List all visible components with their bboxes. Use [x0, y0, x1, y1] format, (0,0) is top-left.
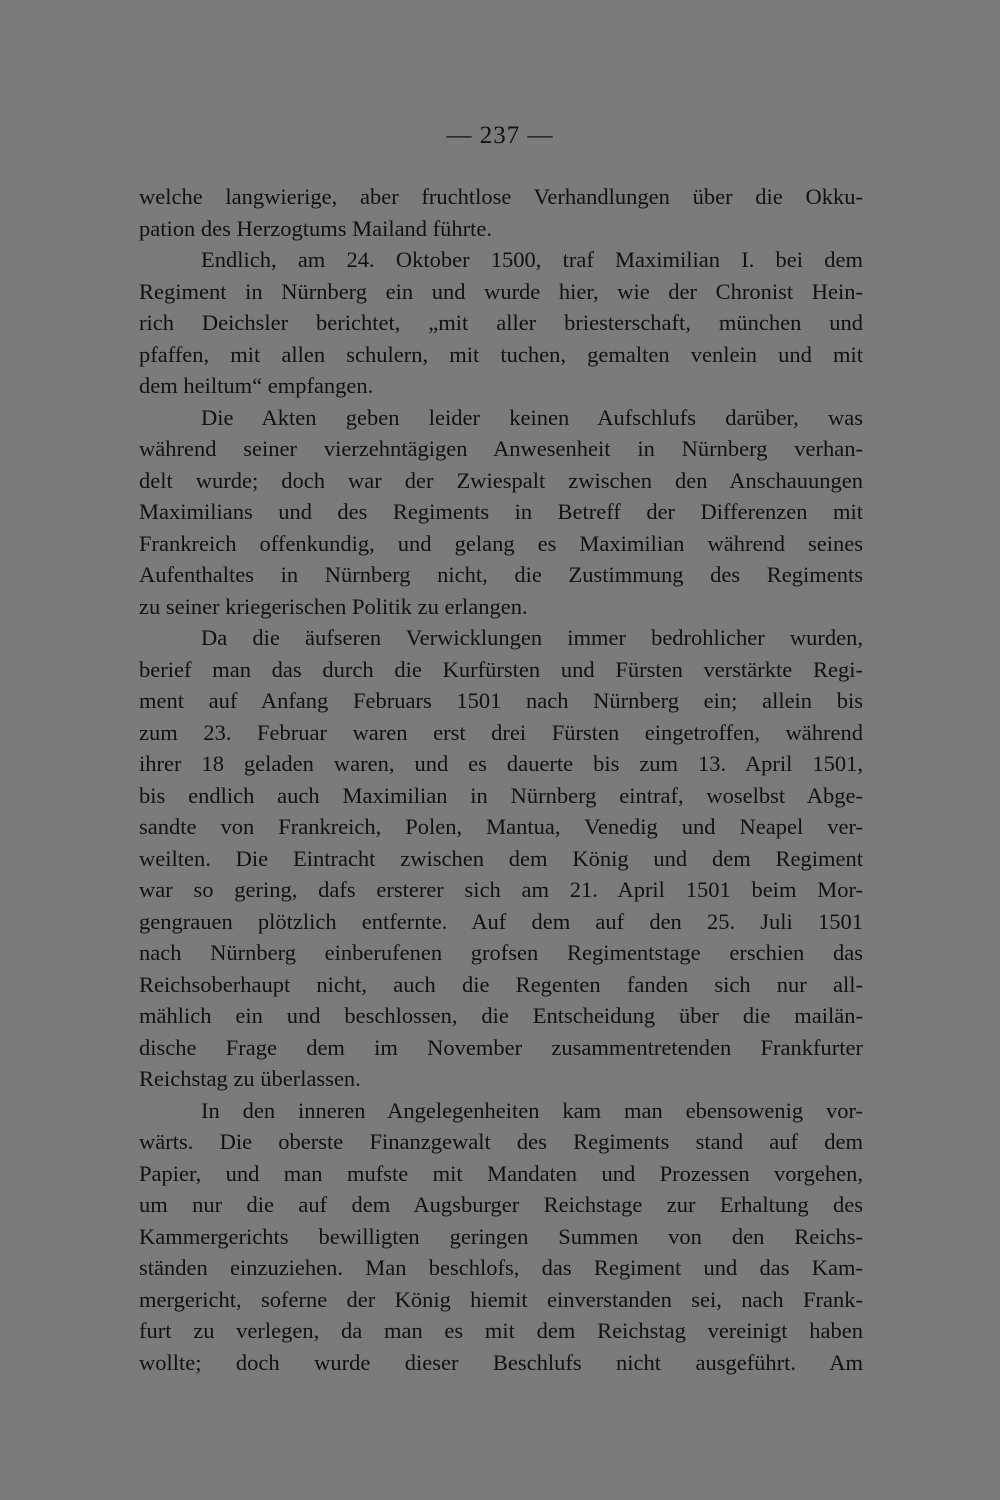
text-line: um nur die auf dem Augsburger Reichstage zur Erhaltung des: [139, 1192, 863, 1217]
text-line: ment auf Anfang Februars 1501 nach Nürnberg ein; allein bis: [139, 688, 863, 713]
text-line: pation des Herzogtums Mailand führte.: [139, 215, 493, 241]
text-line: Papier, und man mufste mit Mandaten und Prozessen vorgehen,: [139, 1160, 863, 1186]
text-line: furt zu verlegen, da man es mit dem Reichstag vereinigt haben: [139, 1318, 863, 1343]
text-line: mergericht, soferne der König hiemit einverstanden sei, nach Frank-: [139, 1286, 863, 1312]
text-line: Frankreich offenkundig, und gelang es Maximilian während seines: [139, 530, 863, 556]
text-line: Endlich, am 24. Oktober 1500, traf Maximilian I. bei dem: [201, 247, 863, 272]
text-line: pfaffen, mit allen schulern, mit tuchen, gemalten venlein und mit: [139, 341, 863, 367]
body-text: [139, 181, 863, 1378]
text-line: In den inneren Angelegenheiten kam man ebensowenig vor-: [201, 1097, 863, 1123]
text-line: zu seiner kriegerischen Politik zu erlangen.: [139, 593, 528, 619]
paragraph: [139, 1095, 863, 1379]
text-line: wollte; doch wurde dieser Beschlufs nicht ausgeführt. Am: [139, 1349, 863, 1375]
paragraph: [139, 622, 863, 1095]
paragraph: [139, 244, 863, 402]
text-line: rich Deichsler berichtet, „mit aller briesterschaft, münchen und: [139, 310, 863, 335]
paragraph: [139, 181, 863, 244]
text-line: sandte von Frankreich, Polen, Mantua, Venedig und Neapel ver-: [139, 814, 863, 839]
text-line: Die Akten geben leider keinen Aufschlufs darüber, was: [201, 404, 863, 430]
text-line: dem heiltum“ empfangen.: [139, 373, 374, 398]
text-line: nach Nürnberg einberufenen grofsen Regimentstage erschien das: [139, 940, 863, 965]
page-number: — 237 —: [446, 122, 554, 149]
text-line: Kammergerichts bewilligten geringen Summen von den Reichs-: [139, 1223, 863, 1249]
text-line: gengrauen plötzlich entfernte. Auf dem auf den 25. Juli 1501: [139, 908, 863, 934]
text-line: Reichsoberhaupt nicht, auch die Regenten fanden sich nur all-: [139, 971, 863, 997]
text-line: Regiment in Nürnberg ein und wurde hier, wie der Chronist Hein-: [139, 278, 863, 304]
text-line: Maximilians und des Regiments in Betreff der Differenzen mit: [139, 499, 863, 524]
text-line: ihrer 18 geladen waren, und es dauerte bis zum 13. April 1501,: [139, 751, 863, 776]
text-line: Da die äufseren Verwicklungen immer bedrohlicher wurden,: [201, 625, 863, 650]
text-line: wärts. Die oberste Finanzgewalt des Regiments stand auf dem: [139, 1129, 863, 1154]
text-line: ständen einzuziehen. Man beschlofs, das Regiment und das Kam-: [139, 1255, 863, 1280]
text-line: delt wurde; doch war der Zwiespalt zwischen den Anschauungen: [139, 467, 863, 493]
text-line: berief man das durch die Kurfürsten und Fürsten verstärkte Regi-: [139, 656, 863, 682]
text-line: Reichstag zu überlassen.: [139, 1066, 361, 1091]
text-line: dische Frage dem im November zusammentretenden Frankfurter: [139, 1034, 863, 1060]
text-line: war so gering, dafs ersterer sich am 21. April 1501 beim Mor-: [139, 877, 863, 902]
text-line: zum 23. Februar waren erst drei Fürsten eingetroffen, während: [139, 719, 863, 745]
text-line: bis endlich auch Maximilian in Nürnberg eintraf, woselbst Abge-: [139, 782, 863, 808]
text-line: welche langwierige, aber fruchtlose Verhandlungen über die Okku-: [139, 184, 863, 209]
text-line: während seiner vierzehntägigen Anwesenheit in Nürnberg verhan-: [139, 436, 863, 461]
text-line: mählich ein und beschlossen, die Entscheidung über die mailän-: [139, 1003, 863, 1028]
text-line: Aufenthaltes in Nürnberg nicht, die Zustimmung des Regiments: [139, 562, 863, 587]
paragraph: [139, 402, 863, 623]
text-line: weilten. Die Eintracht zwischen dem König und dem Regiment: [139, 845, 863, 871]
